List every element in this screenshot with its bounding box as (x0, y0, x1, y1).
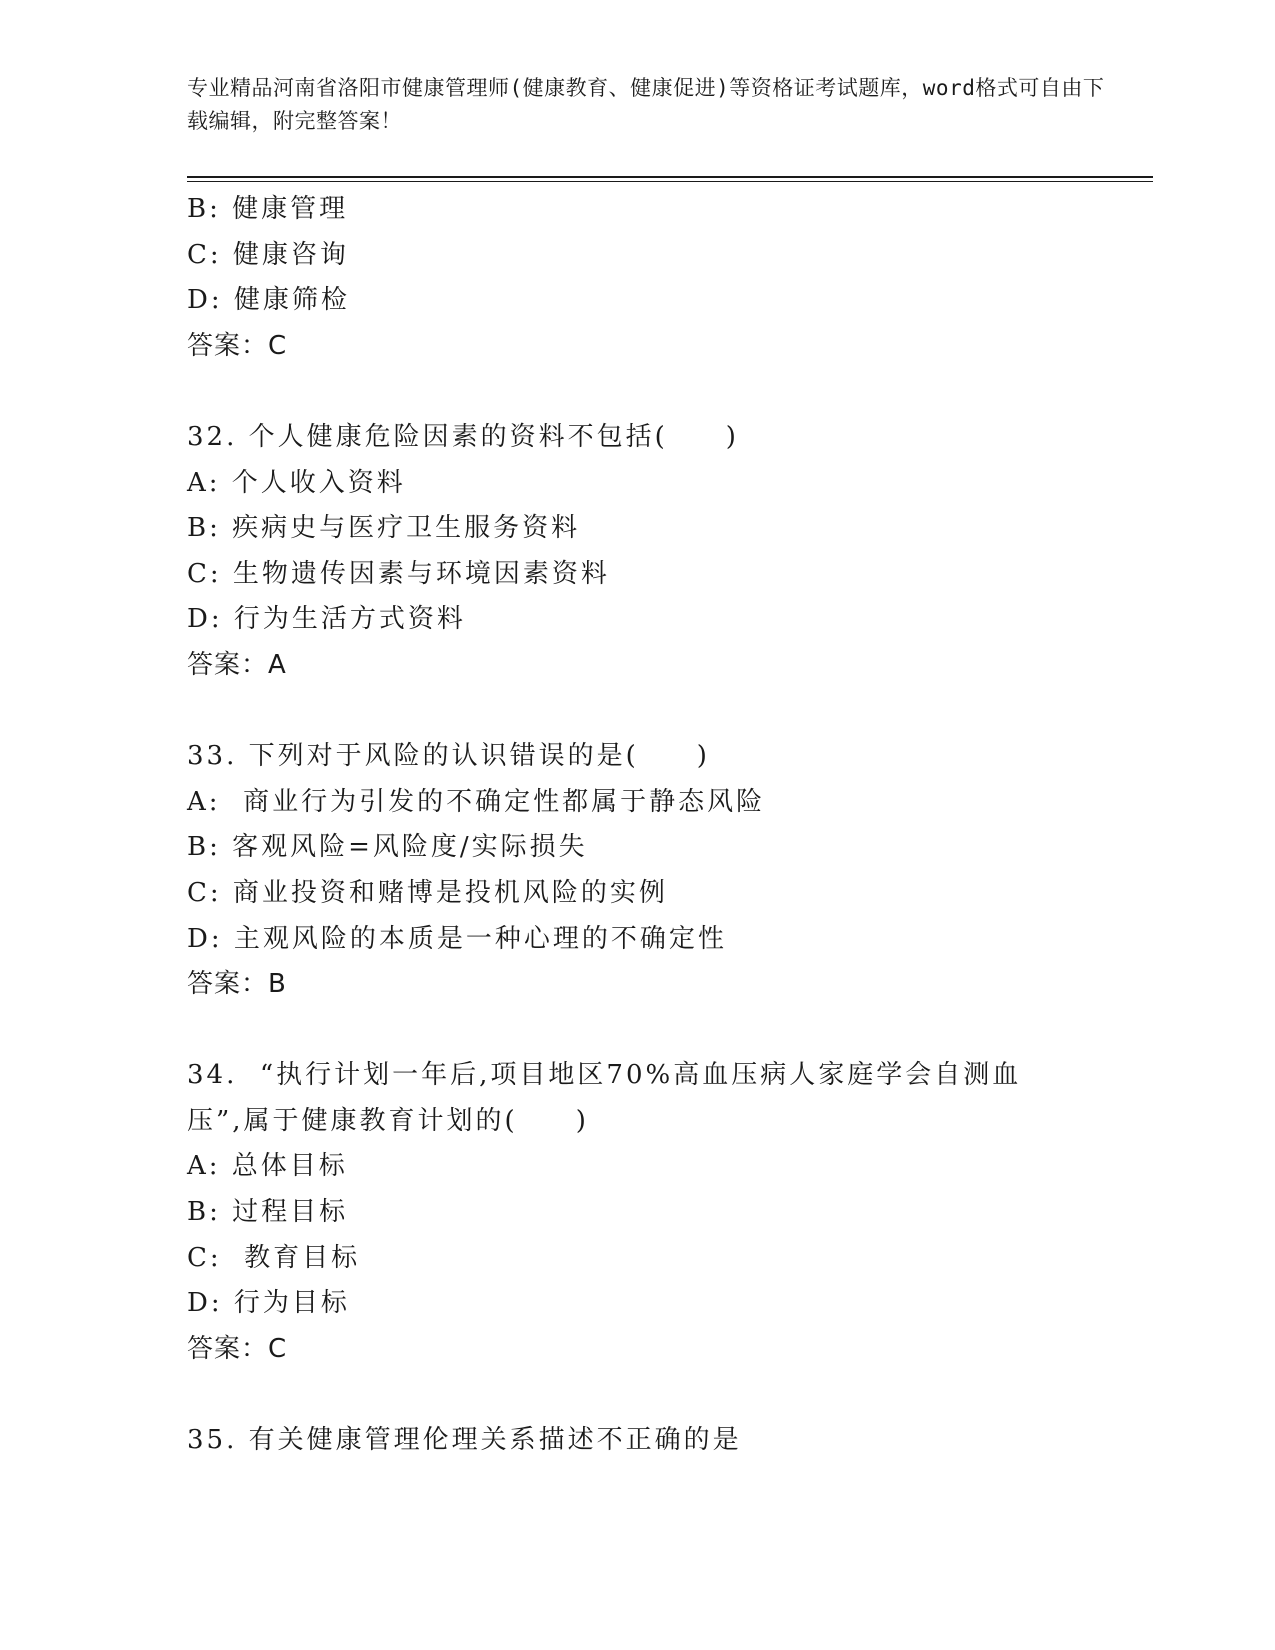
answer-line: 答案：C (187, 330, 288, 361)
question-block-33 (187, 734, 1087, 1008)
option-b: B: 客观风险=风险度/实际损失 (187, 832, 588, 863)
document-header: 专业精品河南省洛阳市健康管理师(健康教育、健康促进)等资格证考试题库，word格式可自由下载编辑，附完整答案！ (187, 76, 1105, 133)
answer-line: 答案：A (187, 649, 287, 680)
answer-line: 答案：B (187, 969, 287, 1000)
header-divider-thin (187, 181, 1153, 182)
option-b: B: 疾病史与医疗卫生服务资料 (187, 513, 581, 544)
option-b: B: 健康管理 (187, 194, 349, 224)
option-c: C: 生物遗传因素与环境因素资料 (187, 558, 610, 589)
option-c: C: 商业投资和赌博是投机风险的实例 (187, 877, 668, 908)
question-block-32 (187, 415, 1087, 689)
option-d: D: 行为生活方式资料 (187, 604, 466, 635)
header-divider-thick (187, 176, 1153, 178)
option-b: B: 过程目标 (187, 1197, 349, 1228)
question-block-34 (187, 1053, 1087, 1372)
option-d: D: 行为目标 (187, 1288, 350, 1319)
answer-line: 答案：C (187, 1333, 288, 1364)
question-list (187, 187, 1087, 1464)
question-block-31 (187, 187, 1087, 369)
option-d: D: 健康筛检 (187, 285, 350, 316)
option-c: C: 教育目标 (187, 1242, 361, 1273)
question-text: 35. 有关健康管理伦理关系描述不正确的是 (187, 1425, 742, 1456)
option-c: C: 健康咨询 (187, 239, 349, 270)
option-a: A: 个人收入资料 (187, 467, 406, 498)
question-block-35 (187, 1418, 1087, 1464)
question-text: 34. “执行计划一年后,项目地区70%高血压病人家庭学会自测血压”,属于健康教育计划的( ) (187, 1060, 1022, 1136)
question-text: 33. 下列对于风险的认识错误的是( ) (187, 741, 710, 772)
question-text: 32. 个人健康危险因素的资料不包括( ) (187, 421, 739, 452)
option-a: A: 商业行为引发的不确定性都属于静态风险 (187, 786, 766, 817)
option-d: D: 主观风险的本质是一种心理的不确定性 (187, 923, 727, 954)
option-a: A: 总体目标 (187, 1151, 348, 1182)
